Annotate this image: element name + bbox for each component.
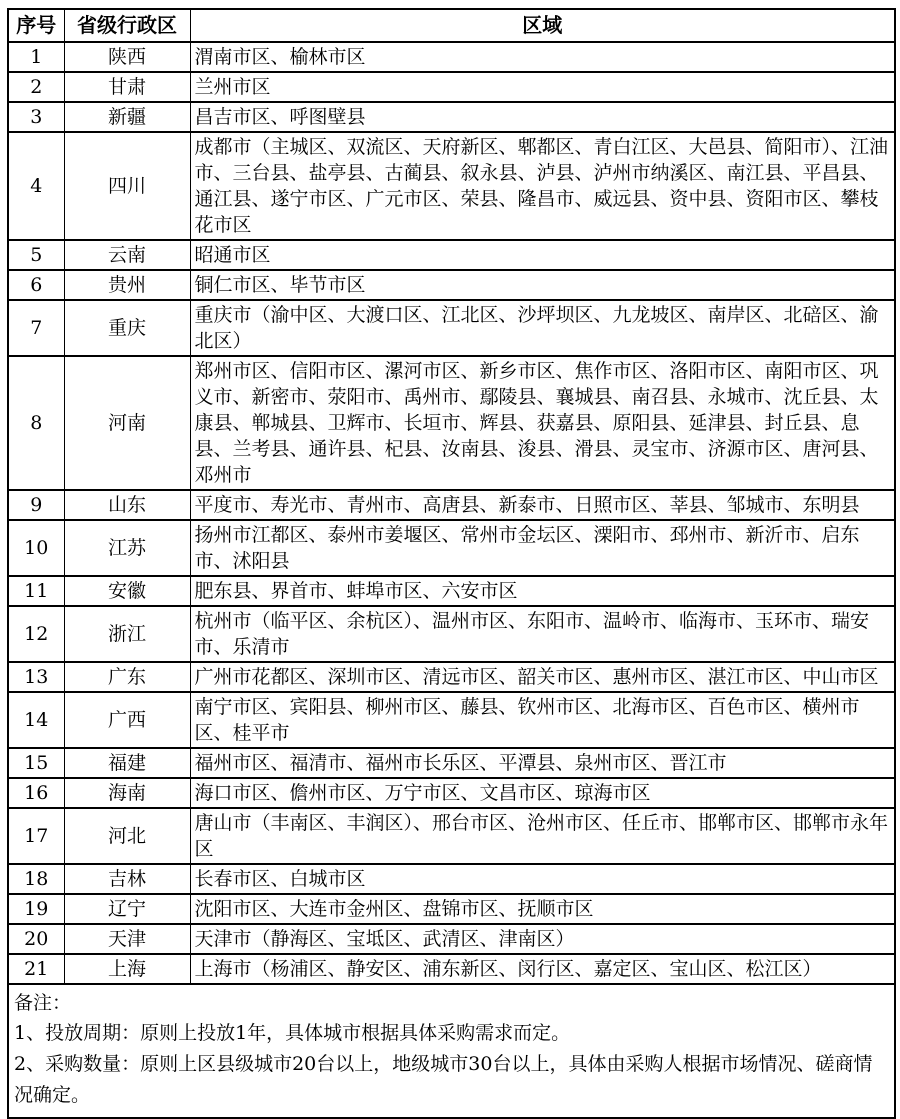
serial-number-cell: 5 xyxy=(8,240,64,270)
province-cell: 上海 xyxy=(64,954,190,984)
table-row xyxy=(8,894,895,924)
province-cell: 贵州 xyxy=(64,270,190,300)
table-row xyxy=(8,606,895,662)
serial-number-cell: 4 xyxy=(8,132,64,240)
serial-number-cell: 17 xyxy=(8,808,64,864)
table-row xyxy=(8,520,895,576)
table-row xyxy=(8,748,895,778)
table-row xyxy=(8,42,895,72)
province-cell: 重庆 xyxy=(64,300,190,356)
notes-item-2: 2、采购数量：原则上区县级城市20台以上，地级城市30台以上，具体由采购人根据市场情况、磋商情况确定。 xyxy=(14,1053,873,1106)
region-cell: 福州市区、福清市、福州市长乐区、平潭县、泉州市区、晋江市 xyxy=(190,748,895,778)
region-cell: 上海市（杨浦区、静安区、浦东新区、闵行区、嘉定区、宝山区、松江区） xyxy=(190,954,895,984)
serial-number-cell: 7 xyxy=(8,300,64,356)
table-row xyxy=(8,662,895,692)
province-cell: 山东 xyxy=(64,490,190,520)
province-cell: 河北 xyxy=(64,808,190,864)
region-cell: 重庆市（渝中区、大渡口区、江北区、沙坪坝区、九龙坡区、南岸区、北碚区、渝北区） xyxy=(190,300,895,356)
region-cell: 沈阳市区、大连市金州区、盘锦市区、抚顺市区 xyxy=(190,894,895,924)
province-cell: 甘肃 xyxy=(64,72,190,102)
table-body xyxy=(8,42,895,984)
province-cell: 福建 xyxy=(64,748,190,778)
province-cell: 天津 xyxy=(64,924,190,954)
table-row xyxy=(8,240,895,270)
serial-number-cell: 10 xyxy=(8,520,64,576)
serial-number-cell: 9 xyxy=(8,490,64,520)
region-cell: 广州市花都区、深圳市区、清远市区、韶关市区、惠州市区、湛江市区、中山市区 xyxy=(190,662,895,692)
header-area: 区域 xyxy=(190,9,895,42)
serial-number-cell: 11 xyxy=(8,576,64,606)
serial-number-cell: 14 xyxy=(8,692,64,748)
serial-number-cell: 6 xyxy=(8,270,64,300)
region-cell: 渭南市区、榆林市区 xyxy=(190,42,895,72)
table-row xyxy=(8,576,895,606)
region-cell: 郑州市区、信阳市区、漯河市区、新乡市区、焦作市区、洛阳市区、南阳市区、巩义市、新密市、荥阳市、禹州市、鄢陵县、襄城县、南召县、永城市、沈丘县、太康县、郸城县、卫辉市、长垣市、辉县、获嘉县、原阳县、延津县、封丘县、息县、兰考县、通许县、杞县、汝南县、浚县、滑县、灵宝市、济源市区、唐河县、邓州市 xyxy=(190,356,895,490)
table-row xyxy=(8,270,895,300)
table-row xyxy=(8,356,895,490)
notes-row xyxy=(8,984,895,1118)
region-cell: 铜仁市区、毕节市区 xyxy=(190,270,895,300)
region-cell: 海口市区、儋州市区、万宁市区、文昌市区、琼海市区 xyxy=(190,778,895,808)
table-row xyxy=(8,778,895,808)
region-cell: 昭通市区 xyxy=(190,240,895,270)
serial-number-cell: 19 xyxy=(8,894,64,924)
table-row xyxy=(8,954,895,984)
notes-cell xyxy=(8,984,895,1118)
region-cell: 扬州市江都区、泰州市姜堰区、常州市金坛区、溧阳市、邳州市、新沂市、启东市、沭阳县 xyxy=(190,520,895,576)
region-cell: 南宁市区、宾阳县、柳州市区、藤县、钦州市区、北海市区、百色市区、横州市区、桂平市 xyxy=(190,692,895,748)
serial-number-cell: 12 xyxy=(8,606,64,662)
province-cell: 广东 xyxy=(64,662,190,692)
region-cell: 平度市、寿光市、青州市、高唐县、新泰市、日照市区、莘县、邹城市、东明县 xyxy=(190,490,895,520)
notes-item-1: 1、投放周期：原则上投放1年，具体城市根据具体采购需求而定。 xyxy=(14,1022,571,1044)
province-region-table xyxy=(7,8,896,1119)
notes-title: 备注： xyxy=(14,992,72,1014)
table-footer xyxy=(8,984,895,1118)
province-cell: 新疆 xyxy=(64,102,190,132)
table-row xyxy=(8,692,895,748)
province-cell: 广西 xyxy=(64,692,190,748)
province-cell: 陕西 xyxy=(64,42,190,72)
region-cell: 长春市区、白城市区 xyxy=(190,864,895,894)
region-cell: 兰州市区 xyxy=(190,72,895,102)
region-cell: 杭州市（临平区、余杭区）、温州市区、东阳市、温岭市、临海市、玉环市、瑞安市、乐清市 xyxy=(190,606,895,662)
header-provincial-region: 省级行政区 xyxy=(64,9,190,42)
table-row xyxy=(8,72,895,102)
province-cell: 江苏 xyxy=(64,520,190,576)
table-row xyxy=(8,300,895,356)
serial-number-cell: 16 xyxy=(8,778,64,808)
table-row xyxy=(8,808,895,864)
region-cell: 肥东县、界首市、蚌埠市区、六安市区 xyxy=(190,576,895,606)
header-serial-number: 序号 xyxy=(8,9,64,42)
province-cell: 安徽 xyxy=(64,576,190,606)
serial-number-cell: 13 xyxy=(8,662,64,692)
region-cell: 唐山市（丰南区、丰润区）、邢台市区、沧州市区、任丘市、邯郸市区、邯郸市永年区 xyxy=(190,808,895,864)
table-row xyxy=(8,132,895,240)
serial-number-cell: 18 xyxy=(8,864,64,894)
header-row xyxy=(8,9,895,42)
region-cell: 昌吉市区、呼图壁县 xyxy=(190,102,895,132)
province-cell: 吉林 xyxy=(64,864,190,894)
serial-number-cell: 15 xyxy=(8,748,64,778)
province-cell: 辽宁 xyxy=(64,894,190,924)
serial-number-cell: 1 xyxy=(8,42,64,72)
table-row xyxy=(8,924,895,954)
table-row xyxy=(8,864,895,894)
province-cell: 浙江 xyxy=(64,606,190,662)
region-cell: 天津市（静海区、宝坻区、武清区、津南区） xyxy=(190,924,895,954)
serial-number-cell: 2 xyxy=(8,72,64,102)
serial-number-cell: 3 xyxy=(8,102,64,132)
serial-number-cell: 21 xyxy=(8,954,64,984)
table-header xyxy=(8,9,895,42)
province-cell: 云南 xyxy=(64,240,190,270)
serial-number-cell: 20 xyxy=(8,924,64,954)
table-row xyxy=(8,490,895,520)
region-cell: 成都市（主城区、双流区、天府新区、郫都区、青白江区、大邑县、简阳市）、江油市、三台县、盐亭县、古蔺县、叙永县、泸县、泸州市纳溪区、南江县、平昌县、通江县、遂宁市区、广元市区、荣县、隆昌市、威远县、资中县、资阳市区、攀枝花市区 xyxy=(190,132,895,240)
table-row xyxy=(8,102,895,132)
serial-number-cell: 8 xyxy=(8,356,64,490)
province-cell: 河南 xyxy=(64,356,190,490)
province-cell: 海南 xyxy=(64,778,190,808)
province-cell: 四川 xyxy=(64,132,190,240)
